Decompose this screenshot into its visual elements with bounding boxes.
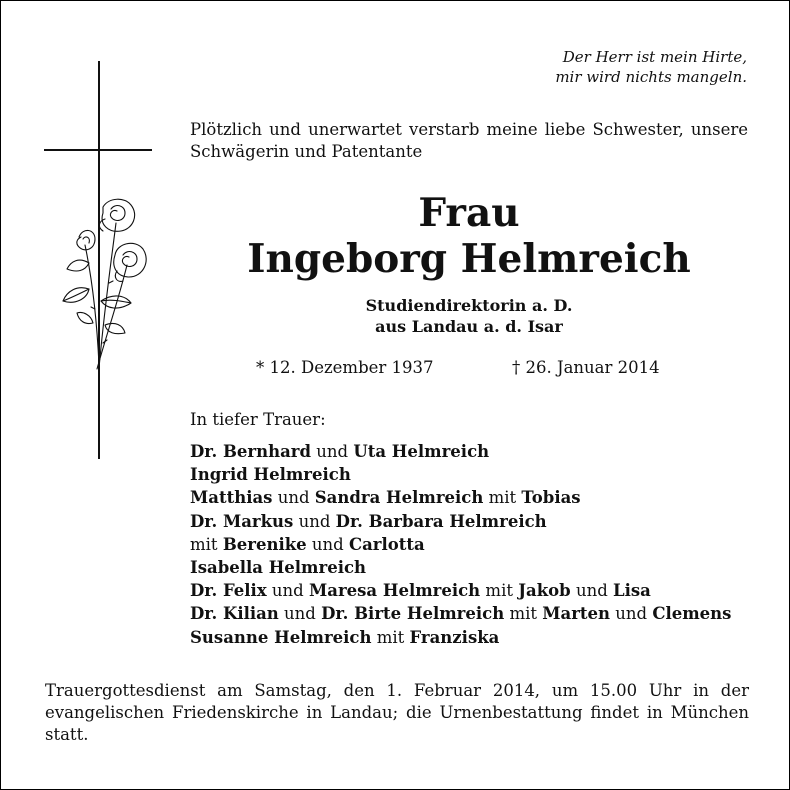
verse-line-1: Der Herr ist mein Hirte, xyxy=(562,48,747,66)
mourner-name: Dr. Bernhard xyxy=(190,442,312,461)
mourner-name: Ingrid Helmreich xyxy=(190,465,351,485)
deceased-name: Ingeborg Helmreich xyxy=(247,236,691,282)
mourner-line xyxy=(190,486,760,509)
mourner-connector: und xyxy=(570,581,614,601)
mourner-name: Clemens xyxy=(652,604,732,624)
mourner-line xyxy=(190,533,760,556)
mourner-name: Franziska xyxy=(409,627,500,647)
mourner-line xyxy=(190,579,760,602)
mourner-name: Sandra Helmreich xyxy=(314,488,484,508)
mourner-name: Berenike xyxy=(222,534,307,554)
mourner-line xyxy=(190,463,760,486)
mourner-line xyxy=(190,602,760,625)
mourner-line xyxy=(190,440,760,463)
mourner-connector: und xyxy=(266,581,309,601)
intro-text: Plötzlich und unerwartet verstarb meine liebe Schwester, unsere Schwägerin und Patentante xyxy=(190,120,748,161)
deceased-title: Studiendirektorin a. D. xyxy=(365,296,573,315)
mourner-name: Matthias xyxy=(190,488,273,508)
birth-date: * 12. Dezember 1937 xyxy=(256,358,434,377)
mourner-name: Dr. Birte Helmreich xyxy=(321,604,505,624)
mourner-connector: mit xyxy=(190,534,223,554)
bible-verse xyxy=(447,47,747,87)
death-date: † 26. Januar 2014 xyxy=(512,358,660,377)
mourner-name: Isabella Helmreich xyxy=(190,558,367,578)
deceased-origin: aus Landau a. d. Isar xyxy=(375,317,563,336)
mourner-connector: und xyxy=(272,488,315,508)
mourner-name: Dr. Markus xyxy=(190,511,294,531)
mourner-connector: mit xyxy=(480,581,519,601)
mourner-name: Susanne Helmreich xyxy=(190,627,372,647)
funeral-service-info: Trauergottesdienst am Samstag, den 1. Februar 2014, um 15.00 Uhr in der evangelischen Friedenskirche in Landau; die Urnenbestattung findet in München statt. xyxy=(45,681,749,744)
mourner-connector: und xyxy=(311,442,354,461)
mourner-connector: mit xyxy=(504,604,543,624)
cross-horizontal-beam xyxy=(44,149,152,151)
mourner-name: Lisa xyxy=(613,581,651,601)
mourner-line xyxy=(190,510,760,533)
mourner-line xyxy=(190,556,760,579)
mourner-name: Maresa Helmreich xyxy=(308,581,481,601)
mourner-line xyxy=(190,626,760,649)
deceased-block xyxy=(190,191,748,337)
mourning-label: In tiefer Trauer: xyxy=(190,410,326,429)
mourner-connector: und xyxy=(293,511,336,531)
mourner-connector: und xyxy=(610,604,653,624)
verse-line-2: mir wird nichts mangeln. xyxy=(555,68,747,86)
mourner-name: Dr. Felix xyxy=(190,581,267,601)
mourner-name: Carlotta xyxy=(348,534,425,554)
mourner-connector: und xyxy=(278,604,322,624)
mourner-name: Dr. Barbara Helmreich xyxy=(335,511,547,531)
mourner-connector: mit xyxy=(371,627,410,647)
salutation: Frau xyxy=(418,190,520,236)
mourner-connector: und xyxy=(306,534,349,554)
mourner-name: Uta Helmreich xyxy=(353,442,490,461)
mourner-connector: mit xyxy=(483,488,522,508)
mourners-list xyxy=(190,440,760,649)
mourner-name: Dr. Kilian xyxy=(190,604,279,624)
rose-bouquet-icon xyxy=(59,193,154,373)
mourner-name: Tobias xyxy=(521,488,581,508)
mourner-name: Marten xyxy=(542,604,611,624)
mourner-name: Jakob xyxy=(518,581,571,601)
